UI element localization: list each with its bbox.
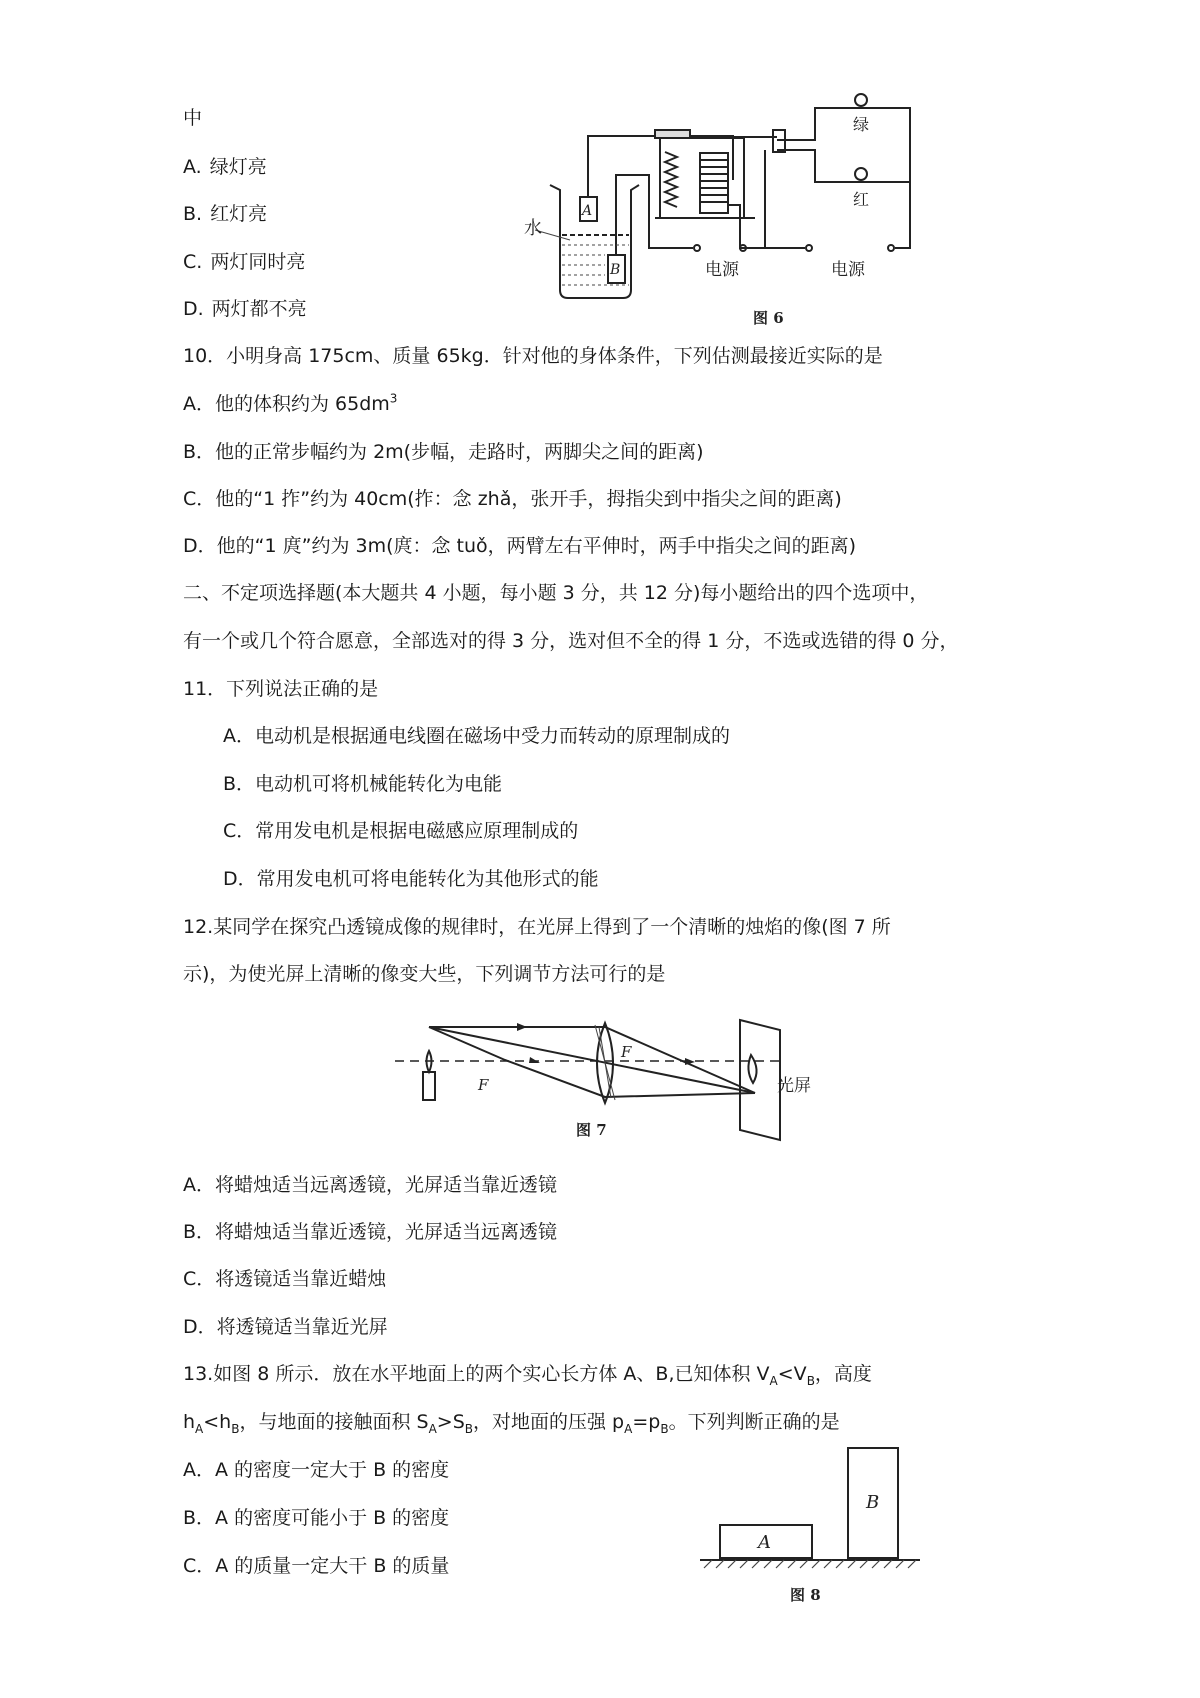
- block-b-label: B: [610, 262, 621, 278]
- figure-8-blocks: [690, 1440, 940, 1615]
- q13-option-b: B．A 的密度可能小于 B 的密度: [183, 1507, 450, 1529]
- q12-stem-line2: 示)，为使光屏上清晰的像变大些，下列调节方法可行的是: [183, 963, 666, 985]
- block-a-label: A: [582, 203, 593, 219]
- figure-8-caption: 图 8: [790, 1586, 821, 1604]
- q10-option-d: D．他的“1 庹”约为 3m(庹：念 tuǒ，两臂左右平伸时，两手中指尖之间的距离): [183, 535, 857, 557]
- q10-stem: 10．小明身高 175cm、质量 65kg．针对他的身体条件，下列估测最接近实际的是: [183, 345, 883, 367]
- water-label: 水: [524, 218, 542, 239]
- q9-option-c: C. 两灯同时亮: [183, 251, 306, 273]
- q11-option-b: B．电动机可将机械能转化为电能: [223, 773, 503, 795]
- figure-7-lens: [395, 1015, 815, 1145]
- block-a-label: A: [758, 1532, 771, 1553]
- focus-right-label: F: [621, 1043, 632, 1061]
- q12-option-b: B．将蜡烛适当靠近透镜，光屏适当远离透镜: [183, 1221, 558, 1243]
- q9-option-b: B. 红灯亮: [183, 203, 268, 225]
- figure-6-caption: 图 6: [753, 309, 784, 327]
- figure-6-circuit: [515, 90, 975, 335]
- section2-line2: 有一个或几个符合愿意，全部选对的得 3 分，选对但不全的得 1 分，不选或选错的得 0 分，: [183, 630, 959, 652]
- screen-label: 光屏: [777, 1076, 811, 1096]
- q10-option-b: B．他的正常步幅约为 2m(步幅，走路时，两脚尖之间的距离): [183, 441, 704, 463]
- q13-option-a: A．A 的密度一定大于 B 的密度: [183, 1459, 450, 1481]
- section2-line1: 二、不定项选择题(本大题共 4 小题，每小题 3 分，共 12 分)每小题给出的四个选项中，: [183, 582, 929, 604]
- q11-option-d: D．常用发电机可将电能转化为其他形式的能: [223, 868, 599, 890]
- q11-stem: 11．下列说法正确的是: [183, 678, 379, 700]
- q10-option-c: C．他的“1 拃”约为 40cm(拃：念 zhǎ，张开手，拇指尖到中指尖之间的距离): [183, 488, 842, 510]
- q12-option-a: A．将蜡烛适当远离透镜，光屏适当靠近透镜: [183, 1174, 557, 1196]
- q12-option-d: D．将透镜适当靠近光屏: [183, 1316, 388, 1338]
- q12-stem-line1: 12.某同学在探究凸透镜成像的规律时，在光屏上得到了一个清晰的烛焰的像(图 7 所: [183, 916, 891, 938]
- q10-option-a: A．他的体积约为 $65dm^3$: [183, 391, 398, 415]
- q9-tail: 中: [183, 107, 203, 129]
- q13-option-c: C．A 的质量一定大干 B 的质量: [183, 1555, 450, 1577]
- q11-option-a: A．电动机是根据通电线圈在磁场中受力而转动的原理制成的: [223, 725, 730, 747]
- lamp-red-label: 红: [853, 190, 870, 209]
- source-left-label: 电源: [705, 260, 739, 280]
- source-right-label: 电源: [831, 260, 865, 280]
- q13-stem-line1: 13.如图 8 所示．放在水平地面上的两个实心长方体 A、B,已知体积 $V_A<V_B$，高度: [183, 1363, 872, 1388]
- lamp-green-label: 绿: [853, 115, 870, 134]
- figure-7-caption: 图 7: [576, 1121, 607, 1139]
- q9-option-a: A. 绿灯亮: [183, 156, 267, 178]
- focus-left-label: F: [478, 1076, 489, 1094]
- block-b-label: B: [866, 1492, 880, 1513]
- q12-option-c: C．将透镜适当靠近蜡烛: [183, 1268, 387, 1290]
- q13-stem-line2: $h_A<h_B$，与地面的接触面积 $S_A>S_B$，对地面的压强 $p_A=p_B$。下列判断正确的是: [183, 1411, 840, 1436]
- q9-option-d: D. 两灯都不亮: [183, 298, 307, 320]
- q11-option-c: C．常用发电机是根据电磁感应原理制成的: [223, 820, 579, 842]
